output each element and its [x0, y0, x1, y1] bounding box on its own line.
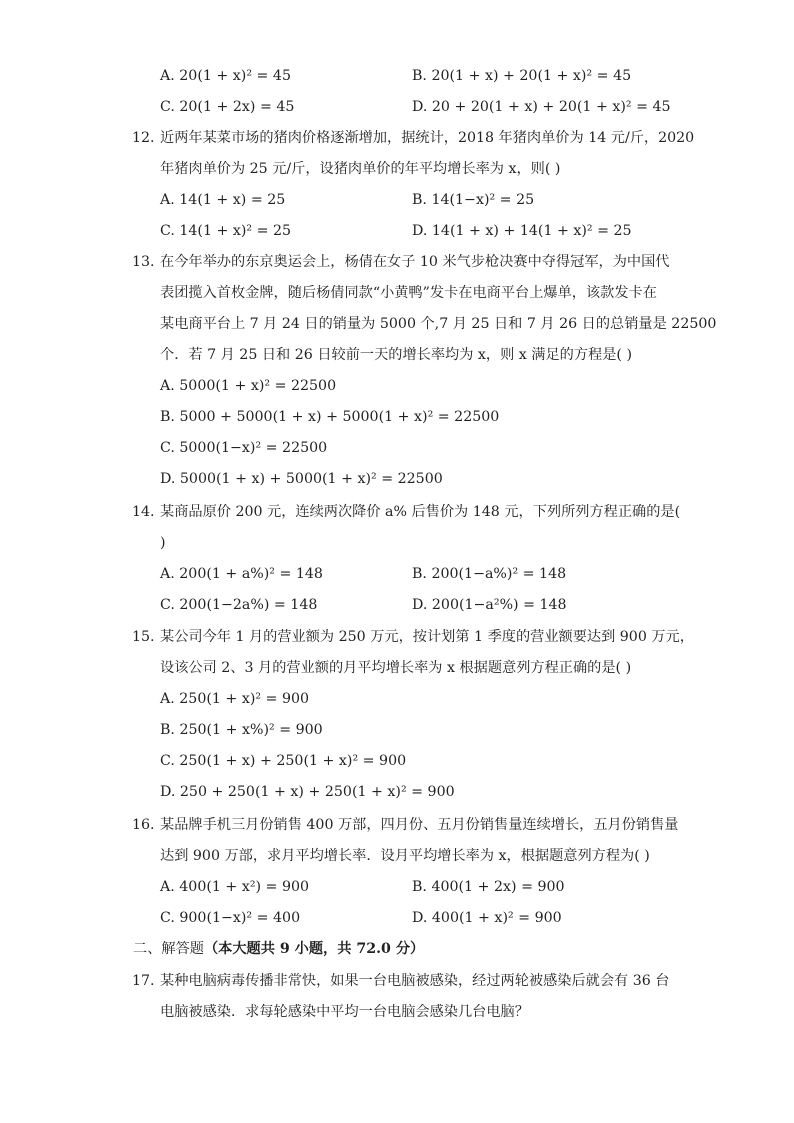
q13-option-d: D. 5000(1 + x) + 5000(1 + x)² = 22500 — [160, 471, 443, 487]
q13-stem-line2: 表团揽入首枚金牌，随后杨倩同款“小黄鸭”发卡在电商平台上爆单，该款发卡在 — [160, 285, 657, 301]
section-detail: （本大题共 9 小题，共 72.0 分） — [203, 941, 425, 957]
q16-stem-line2: 达到 900 万部，求月平均增长率．设月平均增长率为 x，根据题意列方程为( ) — [160, 848, 650, 864]
q12-stem-line2: 年猪肉单价为 25 元/斤，设猪肉单价的年平均增长率为 x，则( ) — [160, 161, 561, 177]
q12-option-c: C. 14(1 + x)² = 25 — [160, 223, 292, 239]
q12-option-b: B. 14(1−x)² = 25 — [412, 192, 535, 208]
q11-option-c: C. 20(1 + 2x) = 45 — [160, 99, 295, 115]
q13-option-a: A. 5000(1 + x)² = 22500 — [160, 378, 337, 394]
q13-stem-line3: 某电商平台上 7 月 24 日的销量为 5000 个,7 月 25 日和 7 月 26 日的总销量是 22500 — [160, 316, 717, 332]
q14-option-d: D. 200(1−a²%) = 148 — [412, 597, 567, 613]
q17-stem-line2: 电脑被感染．求每轮感染中平均一台电脑会感染几台电脑？ — [160, 1004, 529, 1020]
q12-number: 12. — [132, 130, 155, 146]
q17-stem-line1: 某种电脑病毒传播非常快，如果一台电脑被感染，经过两轮被感染后就会有 36 台 — [160, 973, 670, 989]
q13-option-b: B. 5000 + 5000(1 + x) + 5000(1 + x)² = 22500 — [160, 409, 500, 425]
q15-option-b: B. 250(1 + x%)² = 900 — [160, 722, 323, 738]
q11-option-d: D. 20 + 20(1 + x) + 20(1 + x)² = 45 — [412, 99, 671, 115]
section-label: 二、解答题 — [133, 941, 204, 957]
q13-stem-line1: 在今年举办的东京奥运会上，杨倩在女子 10 米气步枪决赛中夺得冠军，为中国代 — [160, 254, 670, 270]
q16-option-d: D. 400(1 + x)² = 900 — [412, 910, 562, 926]
q16-option-c: C. 900(1−x)² = 400 — [160, 910, 301, 926]
q16-stem-line1: 某品牌手机三月份销售 400 万部，四月份、五月份销售量连续增长，五月份销售量 — [160, 817, 679, 833]
q16-number: 16. — [132, 817, 155, 833]
q14-stem-line1: 某商品原价 200 元，连续两次降价 a% 后售价为 148 元，下列所列方程正确的是( — [160, 504, 681, 520]
q14-option-c: C. 200(1−2a%) = 148 — [160, 597, 318, 613]
q16-option-b: B. 400(1 + 2x) = 900 — [412, 879, 565, 895]
q12-option-d: D. 14(1 + x) + 14(1 + x)² = 25 — [412, 223, 632, 239]
q14-option-a: A. 200(1 + a%)² = 148 — [160, 566, 323, 582]
q15-option-a: A. 250(1 + x)² = 900 — [160, 691, 310, 707]
q15-stem-line1: 某公司今年 1 月的营业额为 250 万元，按计划第 1 季度的营业额要达到 900 万元， — [160, 629, 694, 645]
q12-stem-line1: 近两年某菜市场的猪肉价格逐渐增加，据统计，2018 年猪肉单价为 14 元/斤，2020 — [160, 130, 695, 146]
q15-option-d: D. 250 + 250(1 + x) + 250(1 + x)² = 900 — [160, 784, 455, 800]
q13-stem-line4: 个．若 7 月 25 日和 26 日较前一天的增长率均为 x，则 x 满足的方程是( ) — [160, 347, 632, 363]
q13-number: 13. — [132, 254, 155, 270]
q16-option-a: A. 400(1 + x²) = 900 — [160, 879, 310, 895]
q17-number: 17. — [132, 973, 155, 989]
q14-number: 14. — [132, 504, 155, 520]
q11-option-a: A. 20(1 + x)² = 45 — [160, 68, 291, 84]
q14-stem-line2: ) — [160, 535, 166, 551]
q15-option-c: C. 250(1 + x) + 250(1 + x)² = 900 — [160, 753, 407, 769]
q15-number: 15. — [132, 629, 155, 645]
q11-option-b: B. 20(1 + x) + 20(1 + x)² = 45 — [412, 68, 632, 84]
section-heading — [133, 939, 424, 959]
q13-option-c: C. 5000(1−x)² = 22500 — [160, 440, 328, 456]
q15-stem-line2: 设该公司 2、3 月的营业额的月平均增长率为 x 根据题意列方程正确的是( ) — [160, 660, 632, 676]
q14-option-b: B. 200(1−a%)² = 148 — [412, 566, 567, 582]
q12-option-a: A. 14(1 + x) = 25 — [160, 192, 286, 208]
